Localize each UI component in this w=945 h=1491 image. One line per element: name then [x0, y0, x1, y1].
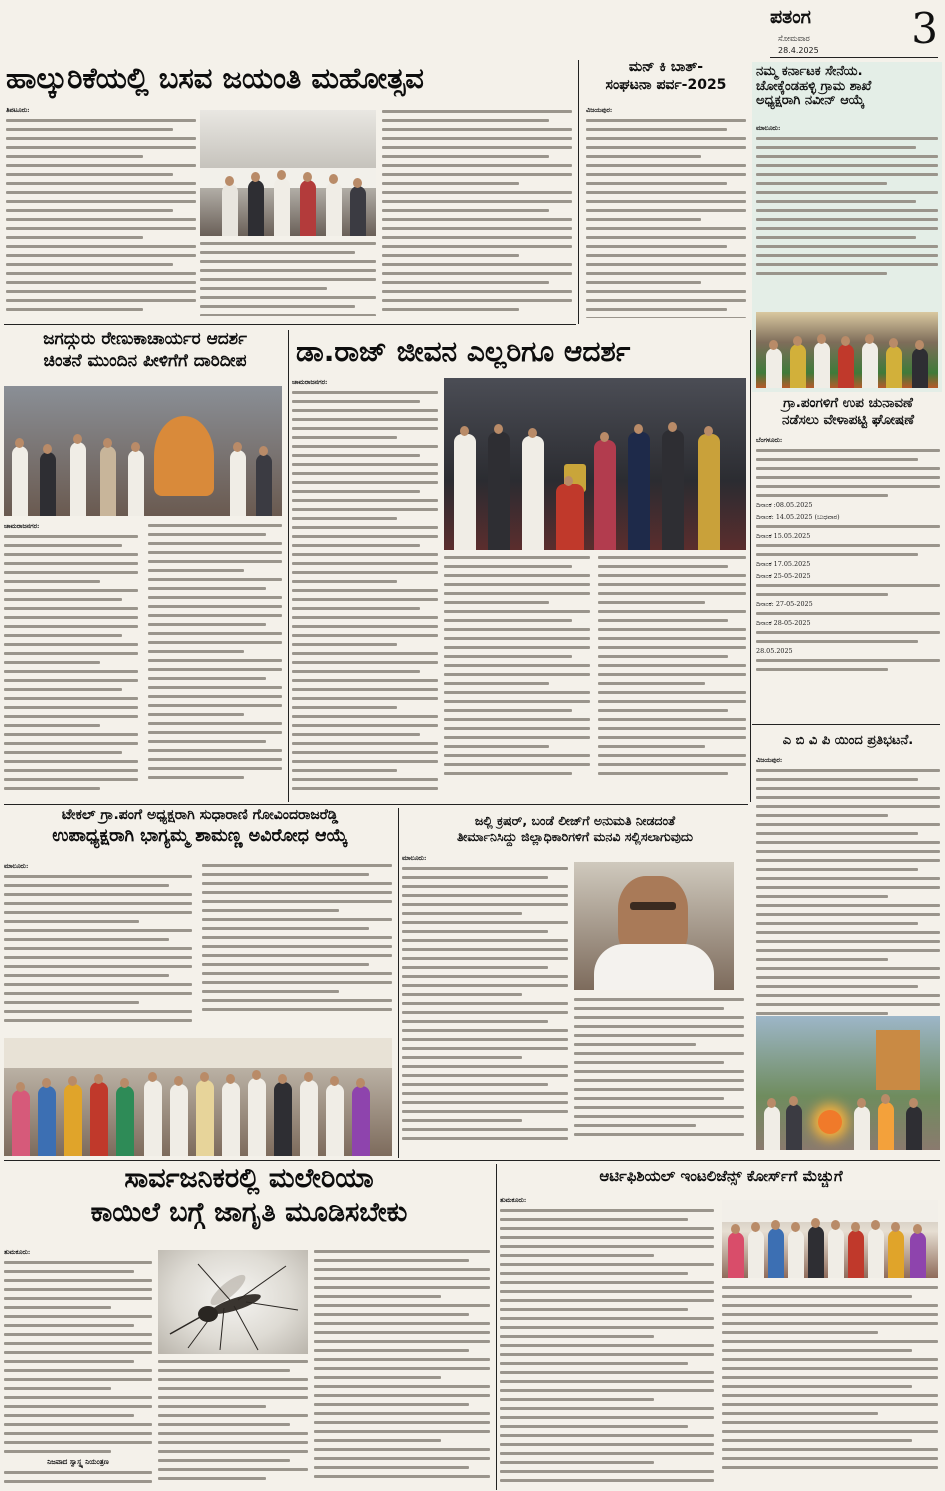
mosquito-icon: [158, 1250, 308, 1354]
article-body: [292, 378, 438, 798]
article-abvp: [754, 726, 942, 1156]
headline-line2: ತೀರ್ಮಾನಿಸಿದ್ದು ಜಿಲ್ಲಾಧಿಕಾರಿಗಳಿಗೆ ಮನವಿ ಸಲ್ಲಿಸಲಾಗುವುದು: [457, 829, 693, 844]
divider: [4, 324, 576, 325]
headline-line2: ಚೋಕ್ಕೆಂಡಹಳ್ಳಿ ಗ್ರಾಮ ಶಾಖೆ: [756, 78, 872, 94]
headline-line3: ಅಧ್ಯಕ್ಷರಾಗಿ ನವೀನ್ ಆಯ್ಕೆ: [756, 93, 865, 109]
dateline: ತಿಪಟೂರು:: [6, 106, 30, 114]
headline-line2: ನಡೆಸಲು ವೇಳಾಪಟ್ಟಿ ಘೋಷಣೆ: [781, 412, 915, 429]
article-tekal: [4, 808, 396, 1158]
article-body: [4, 862, 192, 1034]
article-body-col2: [444, 556, 590, 798]
headline-line2: ಸಂಘಟನಾ ಪರ್ವ-2025: [605, 76, 727, 93]
headline-line2: ಕಾಯಿಲೆ ಬಗ್ಗೆ ಜಾಗೃತಿ ಮೂಡಿಸಬೇಕು: [90, 1197, 408, 1229]
headline-line2: ಉಪಾಧ್ಯಕ್ಷರಾಗಿ ಭಾಗ್ಯಮ್ಮ ಶಾಮಣ್ಣ ಅವಿರೋಧ ಆಯ್ಕೆ: [52, 825, 348, 846]
article-mann-ki-baat: [582, 60, 750, 322]
article-body-col2: [382, 110, 572, 315]
dateline: ಮಾಲೂರು:: [756, 124, 781, 132]
headline: ಎ ಬಿ ವಿ ಪಿ ಯಿಂದ ಪ್ರತಿಭಟನೆ.: [782, 733, 914, 748]
divider: [578, 60, 579, 324]
dr-raj-event-photo: [444, 378, 746, 550]
article-body-col3: [598, 556, 746, 798]
karnataka-sene-photo: [756, 312, 938, 388]
masthead: [770, 6, 938, 58]
newspaper-brand: ಪತಂಗ: [770, 6, 811, 28]
issue-day: ಸೋಮವಾರ: [778, 34, 810, 43]
article-body: [756, 436, 940, 720]
article-ai-course: [500, 1164, 942, 1490]
subhead: ನಿಜವಾದ ಸ್ವಾಸ್ಥ್ಯ ನಿಯಂತ್ರಣ: [47, 1458, 109, 1466]
article-body: [402, 854, 568, 1154]
headline-line1: ಗ್ರಾ.ಪಂಗಳಿಗೆ ಉಪ ಚುನಾವಣೆ: [783, 396, 913, 411]
article-body: [756, 756, 940, 1036]
article-dr-raj: [292, 330, 748, 802]
dateline: ವಿಜಯಪುರ:: [756, 756, 783, 764]
article-body-col2: [574, 998, 744, 1154]
article-body-col2: [148, 524, 282, 798]
masthead-rule: [770, 57, 938, 58]
schedule-date: ದಿನಾಂಕ: 27-05-2025: [756, 600, 813, 608]
headline: ಡಾ.ರಾಜ್ ಜೀವನ ಎಲ್ಲರಿಗೂ ಆದರ್ಶ: [296, 335, 631, 368]
schedule-date: ದಿನಾಂಕ 15.05.2025: [756, 532, 811, 540]
headline-line1: ಟೇಕಲ್ ಗ್ರಾ.ಪಂಗೆ ಅಧ್ಯಕ್ಷರಾಗಿ ಸುಧಾರಾಣಿ ಗೋವಿಂದರಾಜರೆಡ್ಡಿ: [61, 808, 339, 823]
headline: ಹಾಲ್ಕುರಿಕೆಯಲ್ಲಿ ಬಸವ ಜಯಂತಿ ಮಹೋತ್ಸವ: [6, 61, 424, 95]
headline-line2: ಚಿಂತನೆ ಮುಂದಿನ ಪೀಳಿಗೆಗೆ ದಾರಿದೀಪ: [43, 351, 247, 372]
article-body-col3: [200, 242, 376, 316]
dateline: ಮಾಲೂರು:: [4, 862, 29, 870]
article-body: [500, 1196, 714, 1488]
crusher-official-photo: [574, 862, 734, 990]
article-body: [586, 106, 746, 318]
divider: [752, 724, 940, 725]
article-karnataka-sene: [752, 62, 942, 392]
schedule-date: ದಿನಾಂಕ 28-05-2025: [756, 619, 811, 627]
article-body: [4, 522, 138, 798]
schedule-date: ದಿನಾಂಕ: 14.05.2025 (ಬುಧವಾರ): [756, 513, 840, 521]
article-body-col2: [202, 864, 392, 1034]
dateline: ಬೆಂಗಳೂರು:: [756, 436, 783, 444]
schedule-date: ದಿನಾಂಕ 17.05.2025: [756, 560, 811, 568]
schedule-date: ದಿನಾಂಕ 25-05-2025: [756, 572, 811, 580]
article-body-col3: [314, 1250, 490, 1488]
schedule-date: ದಿನಾಂಕ :08.05.2025: [756, 501, 813, 509]
schedule-date: 28.05.2025: [756, 647, 793, 655]
article-body-col2: [158, 1360, 308, 1488]
abvp-protest-photo: [756, 1016, 940, 1150]
dateline: ಮಾಲೂರು:: [402, 854, 427, 862]
dateline: ತುಮಕೂರು:: [500, 1196, 527, 1204]
headline-line1: ಮನ್ ಕಿ ಬಾತ್-: [628, 60, 704, 75]
dateline: ತುಮಕೂರು:: [4, 1248, 31, 1256]
renukacharya-event-photo: [4, 386, 282, 516]
basava-event-photo: [200, 110, 376, 236]
headline-line1: ಸಾರ್ವಜನಿಕರಲ್ಲಿ ಮಲೇರಿಯಾ: [124, 1164, 374, 1194]
dateline: ಚಾಮರಾಜನಗರ:: [4, 522, 40, 530]
mosquito-photo: [158, 1250, 308, 1354]
tekal-group-photo: [4, 1038, 392, 1156]
headline: ಆರ್ಟಿಫಿಶಿಯಲ್ ಇಂಟಲಿಜೆನ್ಸ್ ಕೋರ್ಸ್‌ಗೆ ಮೆಚ್ಚುಗೆ: [599, 1167, 843, 1185]
divider: [398, 808, 399, 1158]
article-renukacharya: [4, 330, 286, 802]
headline-line1: ಜಲ್ಲಿ ಕ್ರಷರ್, ಬಂಡೆ ಲೀಜ್‌ಗೆ ಅನುಮತಿ ನೀಡದಂತೆ: [474, 813, 676, 828]
article-malaria: [4, 1164, 494, 1490]
dateline: ವಿಜಯಪುರ:: [586, 106, 613, 114]
article-body: [6, 106, 196, 316]
divider: [496, 1164, 497, 1490]
article-basava-jayanti: [4, 60, 578, 322]
article-body: [756, 124, 938, 284]
article-by-election: [754, 396, 942, 722]
divider: [288, 330, 289, 802]
issue-date: 28.4.2025: [778, 46, 819, 55]
divider: [750, 330, 751, 802]
dateline: ಚಾಮರಾಜನಗರ:: [292, 378, 328, 386]
headline-line1: ನಮ್ಮ ಕರ್ನಾಟಕ ಸೇನೆಯ.: [756, 64, 863, 79]
article-body: [4, 1248, 152, 1488]
ai-course-photo: [722, 1200, 938, 1278]
divider: [4, 1160, 940, 1161]
divider: [4, 804, 748, 805]
headline-line1: ಜಗದ್ಗುರು ರೇಣುಕಾಚಾರ್ಯರ ಆದರ್ಶ: [43, 330, 247, 349]
page-number: 3: [911, 6, 938, 53]
article-crusher: [402, 808, 748, 1158]
article-body-col2: [722, 1286, 938, 1488]
